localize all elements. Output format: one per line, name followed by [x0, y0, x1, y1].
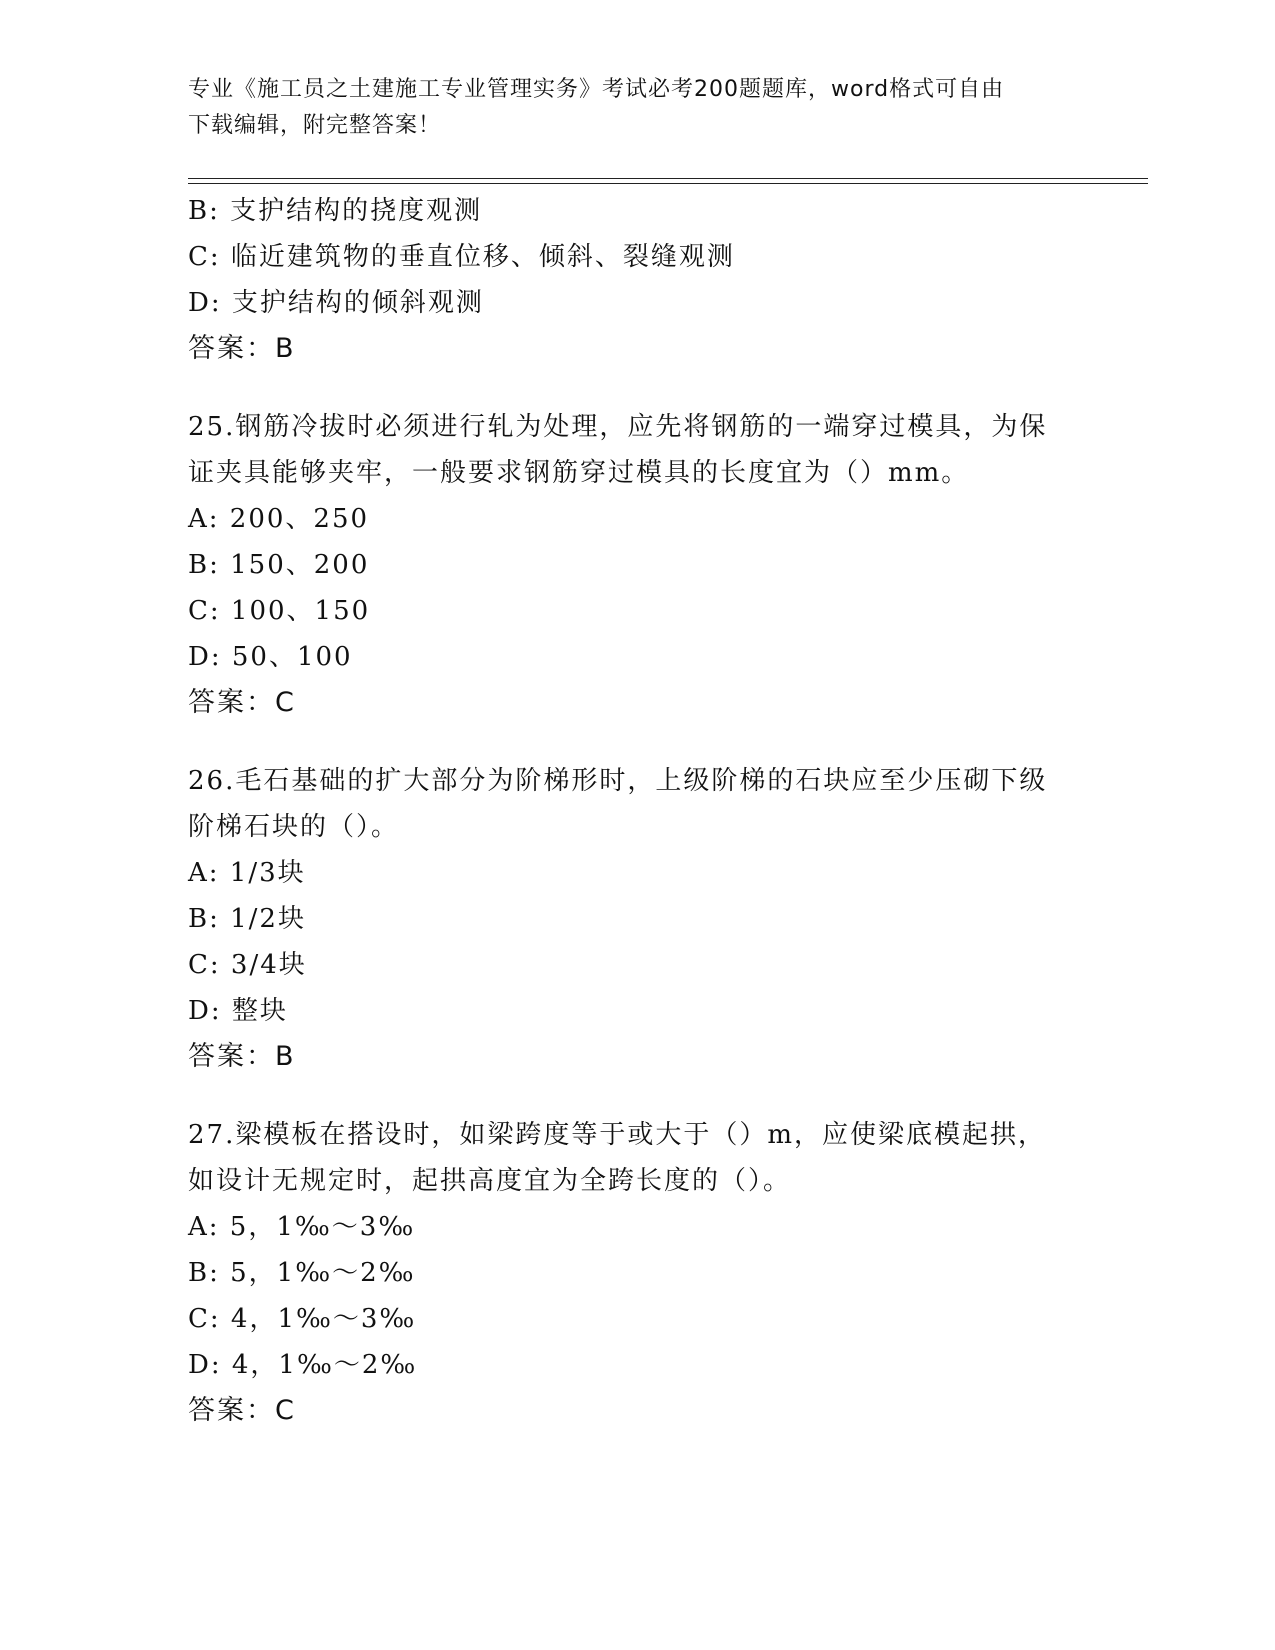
option-b: B: 150、200	[188, 550, 370, 580]
option-d: D: 支护结构的倾斜观测	[188, 288, 484, 318]
document-header	[188, 72, 1068, 144]
question-content	[188, 188, 1088, 1434]
option-d: D: 4，1‰～2‰	[188, 1350, 418, 1380]
answer-line: 答案：B	[188, 333, 296, 364]
question-text-line-2: 如设计无规定时，起拱高度宜为全跨长度的（）。	[188, 1166, 792, 1196]
option-a: A: 200、250	[188, 504, 370, 534]
previous-question-tail	[188, 188, 1088, 372]
header-line-1: 专业《施工员之土建施工专业管理实务》考试必考200题题库，word格式可自由	[188, 77, 1005, 102]
option-a: A: 5，1‰～3‰	[188, 1212, 416, 1242]
question-text-line-1: 27.梁模板在搭设时，如梁跨度等于或大于（）m，应使梁底模起拱，	[188, 1120, 1047, 1150]
option-a: A: 1/3块	[188, 858, 306, 888]
option-b: B: 1/2块	[188, 904, 306, 934]
option-c: C: 100、150	[188, 596, 371, 626]
question-text-line-1: 26.毛石基础的扩大部分为阶梯形时，上级阶梯的石块应至少压砌下级	[188, 766, 1048, 796]
header-divider-bottom	[188, 183, 1148, 184]
question-27	[188, 1112, 1088, 1434]
option-d: D: 50、100	[188, 642, 353, 672]
question-26	[188, 758, 1088, 1080]
option-c: C: 临近建筑物的垂直位移、倾斜、裂缝观测	[188, 242, 735, 272]
option-c: C: 3/4块	[188, 950, 307, 980]
question-text-line-2: 证夹具能够夹牢，一般要求钢筋穿过模具的长度宜为（）mm。	[188, 458, 970, 488]
question-text-line-2: 阶梯石块的（）。	[188, 812, 400, 842]
option-c: C: 4，1‰～3‰	[188, 1304, 417, 1334]
answer-line: 答案：C	[188, 1395, 296, 1426]
header-line-2: 下载编辑，附完整答案！	[188, 113, 442, 138]
answer-line: 答案：C	[188, 687, 296, 718]
header-divider-top	[188, 178, 1148, 179]
option-b: B: 5，1‰～2‰	[188, 1258, 416, 1288]
option-d: D: 整块	[188, 996, 288, 1026]
option-b: B: 支护结构的挠度观测	[188, 196, 483, 226]
answer-line: 答案：B	[188, 1041, 296, 1072]
question-text-line-1: 25.钢筋冷拔时必须进行轧为处理，应先将钢筋的一端穿过模具，为保	[188, 412, 1048, 442]
question-25	[188, 404, 1088, 726]
